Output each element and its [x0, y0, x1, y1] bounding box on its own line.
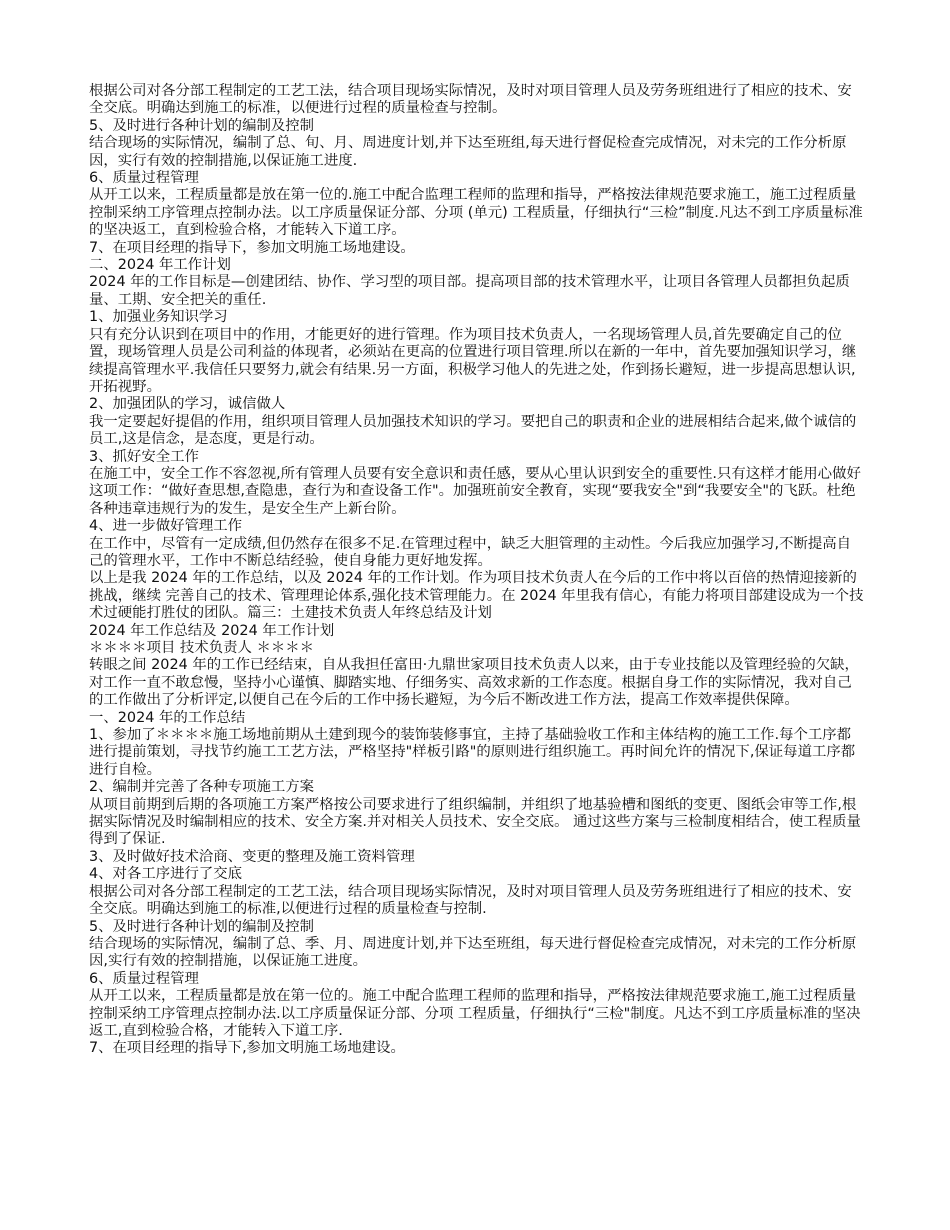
section-heading: 3、及时做好技术洽商、变更的整理及施工资料管理 — [89, 848, 415, 865]
section-heading: 1、加强业务知识学习 — [89, 309, 228, 326]
section-heading: 一、2024 年的工作总结 — [89, 709, 246, 726]
document-title: 2024 年工作总结及 2024 年工作计划 — [89, 622, 335, 639]
section-heading: 3、抓好安全工作 — [89, 448, 199, 465]
section-heading: 4、进一步做好管理工作 — [89, 518, 243, 535]
paragraph: 根据公司对各分部工程制定的工艺工法，结合项目现场实际情况，及时对项目管理人员及劳务班组进行了相应的技术、安全交底。明确达到施工的标准,以便进行过程的质量检查与控制. — [89, 883, 852, 918]
section-heading: 2、编制并完善了各种专项施工方案 — [89, 779, 315, 796]
paragraph: 1、参加了＊＊＊＊施工场地前期从土建到现今的装饰装修事宜，主持了基础验收工作和主体结构的施工工作.每个工序都进行提前策划，寻找节约施工工艺方法，严格坚持"样板引路"的原则进行组织施工。再时间允许的情况下,保证每道工序都进行自检。 — [89, 727, 856, 778]
section-heading: 2、加强团队的学习，诚信做人 — [89, 396, 286, 413]
paragraph: 转眼之间 2024 年的工作已经结束，自从我担任富田·九鼎世家项目技术负责人以来，由于专业技能以及管理经验的欠缺，对工作一直不敢怠慢，坚持小心谨慎、脚踏实地、仔细务实、高效求新的工作态度。根据自身工作的实际情况，我对自己的工作做出了分析评定,以便自己在今后的工作中扬长避短，为今后不断改进工作方法，提高工作效率提供保障。 — [89, 657, 859, 709]
paragraph: 7、在项目经理的指导下,参加文明施工场地建设。 — [89, 1040, 405, 1057]
section-heading: 5、及时进行各种计划的编制及控制 — [89, 918, 315, 935]
paragraph: 根据公司对各分部工程制定的工艺工法，结合项目现场实际情况，及时对项目管理人员及劳务班组进行了相应的技术、安全交底。明确达到施工的标准，以便进行过程的质量检查与控制。 — [89, 83, 852, 117]
document-body — [89, 83, 864, 1058]
paragraph: 我一定要起好提倡的作用，组织项目管理人员加强技术知识的学习。要把自己的职责和企业的进展相结合起来,做个诚信的员工,这是信念，是态度，更是行动。 — [89, 413, 857, 448]
paragraph: 结合现场的实际情况，编制了总、旬、月、周进度计划,并下达至班组,每天进行督促检查完成情况，对未完的工作分析原因，实行有效的控制措施,以保证施工进度. — [89, 135, 847, 169]
paragraph: 从开工以来，工程质量都是放在第一位的.施工中配合监理工程师的监理和指导，严格按法律规范要求施工，施工过程质量控制采纳工序管理点控制办法。以工序质量保证分部、分项 (单元) 工程质量，仔细执行“三检”制度.凡达不到工序质量标准的坚决返工，直到检验合格，才能转入下道工序。 — [89, 187, 863, 239]
paragraph: 只有充分认识到在项目中的作用，才能更好的进行管理。作为项目技术负责人，一名现场管理人员,首先要确定自己的位置，现场管理人员是公司利益的体现者，必须站在更高的位置进行项目管理.所以在新的一年中，首先要加强知识学习，继续提高管理水平.我信任只要努力,就会有结果.另一方面，积极学习他人的先进之处，作到扬长避短，进一步提高思想认识,开拓视野。 — [89, 326, 857, 395]
paragraph: 以上是我 2024 年的工作总结，以及 2024 年的工作计划。作为项目技术负责人在今后的工作中将以百倍的热情迎接新的挑战，继续 完善自己的技术、管理理论体系,强化技术管理能力。在 2024 年里我有信心，有能力将项目部建设成为一个技术过硬能打胜仗的团队。篇三：土建技术负责人年终总结及计划 — [89, 570, 864, 622]
paragraph: 在施工中，安全工作不容忽视,所有管理人员要有安全意识和责任感，要从心里认识到安全的重要性.只有这样才能用心做好这项工作：“做好查思想,查隐患，查行为和查设备工作"。加强班前安全教育，实现“要我安全"到“我要安全"的飞跃。杜绝各种违章违规行为的发生，是安全生产上新台阶。 — [89, 465, 861, 517]
paragraph: 从开工以来，工程质量都是放在第一位的。施工中配合监理工程师的监理和指导，严格按法律规范要求施工,施工过程质量控制采纳工序管理点控制办法.以工序质量保证分部、分项 工程质量，仔细执行“三检"制度。凡达不到工序质量标准的坚决返工,直到检验合格，才能转入下道工序. — [89, 988, 861, 1039]
paragraph: 结合现场的实际情况，编制了总、季、月、周进度计划,并下达至班组，每天进行督促检查完成情况，对未完的工作分析原因,实行有效的控制措施，以保证施工进度。 — [89, 935, 857, 970]
paragraph: 从项目前期到后期的各项施工方案严格按公司要求进行了组织编制，并组织了地基验槽和图纸的变更、图纸会审等工作,根据实际情况及时编制相应的技术、安全方案.并对相关人员技术、安全交底。 通过这些方案与三检制度相结合，使工程质量得到了保证. — [89, 796, 861, 848]
section-heading: 5、及时进行各种计划的编制及控制 — [89, 117, 315, 134]
section-heading: 4、对各工序进行了交底 — [89, 866, 243, 883]
paragraph: 在工作中，尽管有一定成绩,但仍然存在很多不足.在管理过程中，缺乏大胆管理的主动性。今后我应加强学习,不断提高自己的管理水平，工作中不断总结经验，使自身能力更好地发挥。 — [89, 535, 852, 569]
section-heading: 6、质量过程管理 — [89, 170, 199, 187]
paragraph: 7、在项目经理的指导下，参加文明施工场地建设。 — [89, 239, 415, 256]
paragraph: 2024 年的工作目标是—创建团结、协作、学习型的项目部。提高项目部的技术管理水平，让项目各管理人员都担负起质量、工期、安全把关的重任. — [89, 274, 850, 308]
section-heading: 二、2024 年工作计划 — [89, 257, 231, 274]
author-line: ＊＊＊＊项目 技术负责人 ＊＊＊＊ — [89, 640, 315, 656]
section-heading: 6、质量过程管理 — [89, 970, 199, 987]
